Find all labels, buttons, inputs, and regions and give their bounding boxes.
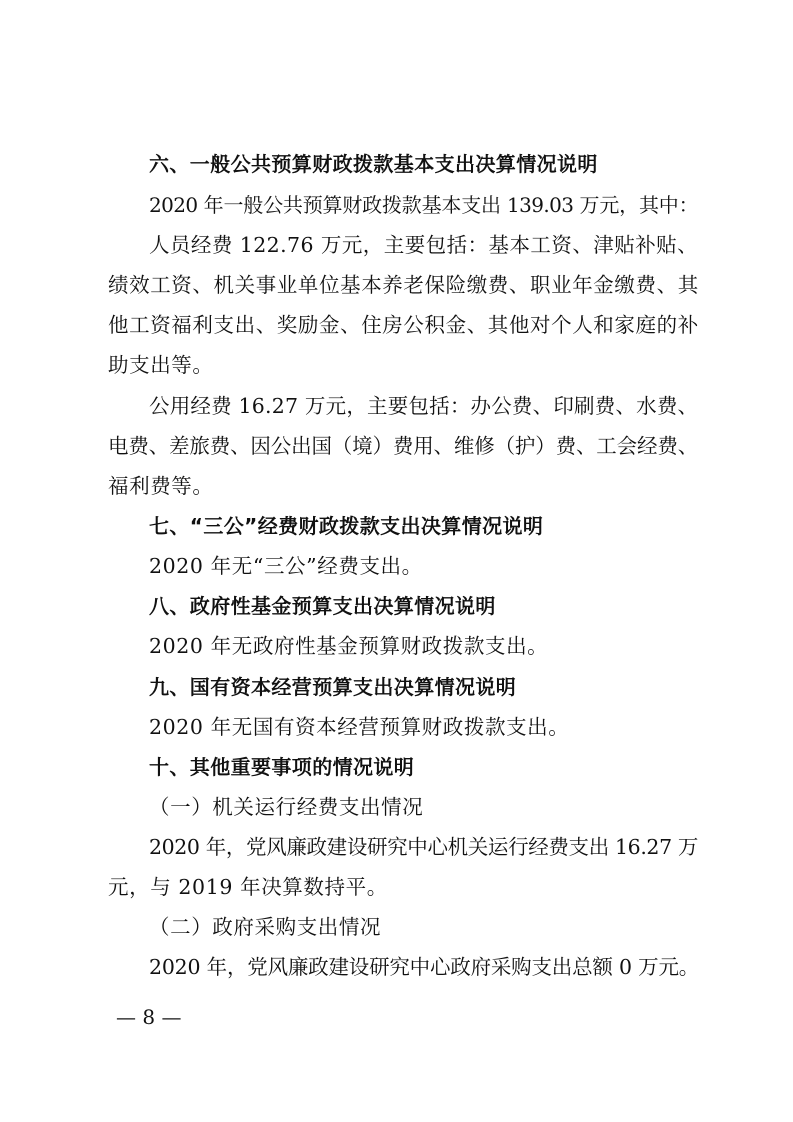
heading-nine: 九、国有资本经营预算支出决算情况说明 xyxy=(149,675,517,699)
paragraph-line: 绩效工资、机关事业单位基本养老保险缴费、职业年金缴费、其 xyxy=(108,273,699,297)
heading-eight: 八、政府性基金预算支出决算情况说明 xyxy=(149,594,496,618)
paragraph-line: 2020 年无政府性基金预算财政拨款支出。 xyxy=(149,634,549,658)
heading-ten: 十、其他重要事项的情况说明 xyxy=(149,755,415,779)
paragraph-line: 福利费等。 xyxy=(108,474,214,498)
paragraph-line: 公用经费 16.27 万元，主要包括：办公费、印刷费、水费、 xyxy=(149,394,699,418)
paragraph-line: 2020 年无国有资本经营预算财政拨款支出。 xyxy=(149,715,570,739)
subheading-one: （一）机关运行经费支出情况 xyxy=(149,795,424,819)
paragraph-line: 电费、差旅费、因公出国（境）费用、维修（护）费、工会经费、 xyxy=(108,434,698,458)
paragraph-line: 人员经费 122.76 万元，主要包括：基本工资、津贴补贴、 xyxy=(149,233,698,257)
paragraph-line: 2020 年一般公共预算财政拨款基本支出 139.03 万元，其中： xyxy=(149,193,698,217)
heading-seven: 七、“三公”经费财政拨款支出决算情况说明 xyxy=(149,514,544,538)
subheading-two: （二）政府采购支出情况 xyxy=(149,915,382,939)
paragraph-line: 2020 年，党风廉政建设研究中心机关运行经费支出 16.27 万 xyxy=(149,835,698,859)
paragraph-line: 他工资福利支出、奖励金、住房公积金、其他对个人和家庭的补 xyxy=(108,313,699,337)
paragraph-line: 2020 年，党风廉政建设研究中心政府采购支出总额 0 万元。 xyxy=(149,955,700,979)
page-number: — 8 — xyxy=(116,1005,182,1029)
paragraph-line: 助支出等。 xyxy=(108,353,214,377)
paragraph-line: 2020 年无“三公”经费支出。 xyxy=(149,554,423,578)
paragraph-line: 元，与 2019 年决算数持平。 xyxy=(108,875,388,899)
heading-six: 六、一般公共预算财政拨款基本支出决算情况说明 xyxy=(149,152,598,176)
